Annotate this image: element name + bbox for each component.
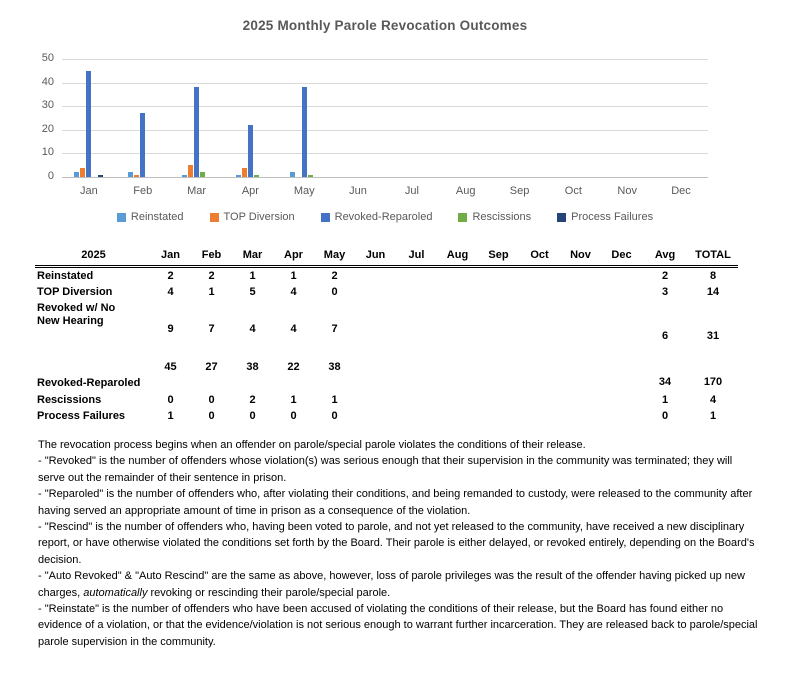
month-value-cell: [519, 408, 560, 424]
bar: [140, 113, 145, 177]
grid-line: [62, 59, 708, 60]
avg-cell: 2: [661, 269, 669, 282]
month-value-cell: [437, 284, 478, 300]
month-value-cell: [601, 300, 642, 358]
year-header: 2025: [35, 246, 150, 267]
month-value-cell: [396, 267, 437, 285]
bar: [248, 125, 253, 177]
table-header-row: [35, 246, 738, 267]
legend-label: Process Failures: [571, 211, 654, 223]
month-value-cell: [478, 284, 519, 300]
month-value-cell: 4: [290, 322, 297, 335]
month-value-cell: 1: [208, 285, 215, 298]
month-value-cell: 4: [249, 322, 256, 335]
month-value-cell: 0: [290, 409, 297, 422]
month-value-cell: [478, 408, 519, 424]
y-tick-label: 10: [41, 146, 54, 159]
table-row: [35, 267, 738, 285]
total-cell: 170: [703, 376, 723, 388]
month-value-cell: [478, 392, 519, 408]
legend-label: Reinstated: [130, 211, 184, 223]
month-value-cell: [437, 358, 478, 392]
total-cell: 31: [706, 329, 720, 342]
month-value-cell: [601, 267, 642, 285]
month-value-cell: [396, 300, 437, 358]
month-value-cell: 0: [208, 393, 215, 406]
month-value-cell: 38: [246, 361, 259, 373]
x-tick-label: Oct: [564, 185, 582, 197]
legend-item: [557, 211, 653, 223]
month-value-cell: 0: [167, 393, 174, 406]
y-tick-label: 0: [47, 170, 54, 182]
month-value-cell: 1: [249, 269, 256, 282]
month-value-cell: 2: [208, 269, 215, 282]
month-value-cell: [478, 358, 519, 392]
table-row: [35, 392, 738, 408]
note-text: - "Rescind" is the number of offenders who, having been voted to parole, and not yet released to the community, have received a new disciplinary report, or have otherwise violated the conditions set forth by the Board. Their parole is either delayed, or revoked entirely, depending on the Board's decision.: [38, 521, 755, 566]
legend-swatch-icon: [557, 213, 566, 222]
table-row: [35, 358, 738, 392]
x-tick-label: Jan: [80, 185, 98, 197]
y-tick-label: 50: [41, 52, 54, 64]
month-value-cell: [560, 300, 601, 358]
month-value-cell: [355, 392, 396, 408]
x-tick-label: Dec: [671, 185, 691, 197]
definitions-notes: [38, 437, 758, 650]
note-text: - "Reparoled" is the number of offenders who, after violating their conditions, and being remanded to custody, were released to the community after having served an appropriate amount of time in prison as a consequence of the violation.: [38, 488, 753, 517]
bar: [182, 175, 187, 177]
y-tick-label: 40: [41, 75, 54, 88]
bar: [74, 172, 79, 177]
month-value-cell: 1: [290, 393, 297, 406]
x-tick-label: Feb: [133, 185, 153, 197]
bar: [236, 175, 241, 177]
grid-line: [62, 106, 708, 107]
month-value-cell: [396, 408, 437, 424]
total-cell: 8: [709, 269, 717, 282]
legend-swatch-icon: [321, 213, 330, 222]
month-value-cell: [601, 358, 642, 392]
x-tick-label: Nov: [617, 185, 637, 197]
x-tick-label: Mar: [187, 185, 207, 197]
month-value-cell: [560, 284, 601, 300]
legend-item: [117, 211, 184, 223]
month-value-cell: 1: [331, 393, 338, 406]
month-value-cell: [355, 408, 396, 424]
month-value-cell: [560, 408, 601, 424]
month-value-cell: 0: [208, 409, 215, 422]
plot-area: [62, 59, 708, 177]
month-value-cell: 0: [331, 285, 338, 298]
note-text: - "Reinstate" is the number of offenders who have been accused of violating the conditions of their release, but the Board has found either no evidence of a violation, or that the evidence/violation is not serious enough to warrant further incarceration. They are released back to parole/special parole supervision in the community.: [38, 603, 758, 648]
note-text: The revocation process begins when an offender on parole/special parole violates the conditions of their release.: [38, 439, 586, 451]
month-value-cell: 7: [208, 322, 215, 335]
month-value-cell: 2: [331, 269, 338, 282]
avg-cell: 3: [661, 285, 669, 298]
total-header: TOTAL: [688, 246, 738, 267]
month-value-cell: 0: [331, 409, 338, 422]
row-label: Process Failures: [37, 409, 126, 422]
legend-swatch-icon: [117, 213, 126, 222]
bar-group: [170, 87, 224, 177]
bar: [302, 87, 307, 177]
total-cell: 14: [706, 285, 720, 298]
x-tick-label: Apr: [241, 185, 259, 197]
month-value-cell: [355, 267, 396, 285]
avg-header: Avg: [642, 246, 688, 267]
y-tick-label: 30: [41, 99, 54, 112]
month-value-cell: 27: [205, 361, 218, 373]
bar: [128, 172, 133, 177]
month-header: May: [314, 246, 355, 267]
grid-line: [62, 177, 708, 178]
month-header: Nov: [560, 246, 601, 267]
month-value-cell: 38: [328, 361, 341, 373]
bar: [200, 172, 205, 177]
total-cell: 1: [709, 409, 717, 422]
x-axis: [62, 185, 708, 197]
month-header: Mar: [232, 246, 273, 267]
note-text: revoking or rescinding their parole/special parole.: [147, 586, 391, 599]
bar: [194, 87, 199, 177]
bar-group: [116, 113, 170, 177]
avg-cell: 1: [661, 393, 669, 406]
revocation-bar-chart: [0, 0, 790, 240]
x-tick-label: Aug: [455, 185, 476, 197]
month-value-cell: [519, 392, 560, 408]
month-value-cell: [519, 358, 560, 392]
x-tick-label: Sep: [509, 185, 530, 197]
note-paragraph: [38, 519, 758, 568]
month-value-cell: [437, 300, 478, 358]
avg-cell: 6: [661, 329, 669, 342]
note-paragraph: [38, 486, 758, 519]
month-value-cell: [396, 284, 437, 300]
note-paragraph: [38, 437, 758, 453]
month-value-cell: [601, 408, 642, 424]
month-value-cell: 5: [249, 285, 256, 298]
month-value-cell: 45: [164, 361, 177, 373]
x-tick-label: May: [293, 185, 315, 197]
month-value-cell: [560, 267, 601, 285]
row-label: Revoked w/ No New Hearing: [37, 302, 116, 327]
table-row: [35, 284, 738, 300]
month-value-cell: 1: [167, 409, 174, 422]
month-value-cell: [437, 392, 478, 408]
bar: [98, 175, 103, 177]
x-tick-label: Jun: [349, 185, 367, 197]
month-value-cell: [519, 300, 560, 358]
legend-item: [210, 211, 295, 223]
legend-label: TOP Diversion: [223, 211, 295, 223]
row-label: Revoked-Reparoled: [37, 377, 141, 389]
month-value-cell: [355, 300, 396, 358]
month-value-cell: 2: [249, 393, 256, 406]
month-value-cell: [601, 284, 642, 300]
bar: [80, 168, 85, 177]
month-value-cell: 4: [290, 285, 297, 298]
bar-group: [224, 125, 278, 177]
month-value-cell: [437, 267, 478, 285]
avg-cell: 0: [661, 409, 669, 422]
avg-cell: 34: [658, 376, 672, 388]
x-tick-label: Jul: [404, 185, 419, 197]
monthly-outcomes-table: [35, 246, 738, 424]
month-value-cell: [396, 392, 437, 408]
month-value-cell: 1: [290, 269, 297, 282]
month-value-cell: [355, 284, 396, 300]
bar: [134, 175, 139, 177]
month-header: Dec: [601, 246, 642, 267]
bar: [254, 175, 259, 177]
bar: [242, 168, 247, 177]
month-header: Oct: [519, 246, 560, 267]
month-header: Jun: [355, 246, 396, 267]
note-paragraph: [38, 568, 758, 601]
bar-group: [62, 71, 116, 177]
bar-group: [277, 87, 331, 177]
row-label: Reinstated: [37, 269, 94, 282]
note-paragraph: [38, 601, 758, 650]
legend-swatch-icon: [210, 213, 219, 222]
month-header: Jan: [150, 246, 191, 267]
y-tick-label: 20: [41, 122, 54, 135]
month-header: Feb: [191, 246, 232, 267]
note-text: - "Auto Revoked" & "Auto Rescind" are the same as above, however, loss of parole privileges was the result of the offender having picked up new charges,: [38, 570, 745, 599]
month-value-cell: [560, 392, 601, 408]
note-paragraph: [38, 453, 758, 486]
month-value-cell: [396, 358, 437, 392]
month-value-cell: [601, 392, 642, 408]
month-value-cell: [437, 408, 478, 424]
legend-swatch-icon: [458, 213, 467, 222]
grid-line: [62, 83, 708, 84]
note-text: - "Revoked" is the number of offenders whose violation(s) was serious enough that their supervision in the community was terminated; they will serve out the remainder of their sentence in prison.: [38, 455, 733, 484]
legend-item: [458, 211, 531, 223]
legend-label: Revoked-Reparoled: [334, 211, 433, 223]
month-value-cell: 0: [249, 409, 256, 422]
month-value-cell: [478, 267, 519, 285]
bar: [308, 175, 313, 177]
table-row: [35, 408, 738, 424]
month-value-cell: [519, 284, 560, 300]
row-label: TOP Diversion: [37, 285, 113, 298]
bar: [188, 165, 193, 177]
bar: [290, 172, 295, 177]
month-header: Jul: [396, 246, 437, 267]
month-value-cell: 2: [167, 269, 174, 282]
legend-item: [321, 211, 433, 223]
table-row: [35, 300, 738, 358]
data-table-wrapper: [35, 246, 738, 424]
month-value-cell: 9: [167, 322, 174, 335]
month-value-cell: [560, 358, 601, 392]
month-value-cell: [519, 267, 560, 285]
month-header: Apr: [273, 246, 314, 267]
note-italic-text: automatically: [83, 586, 148, 599]
chart-legend: [62, 211, 708, 223]
month-header: Aug: [437, 246, 478, 267]
month-value-cell: [478, 300, 519, 358]
total-cell: 4: [709, 393, 717, 406]
month-header: Sep: [478, 246, 519, 267]
row-label: Rescissions: [37, 393, 102, 406]
legend-label: Rescissions: [472, 211, 532, 223]
month-value-cell: [355, 358, 396, 392]
chart-title: 2025 Monthly Parole Revocation Outcomes: [242, 18, 528, 33]
month-value-cell: 7: [331, 322, 338, 335]
month-value-cell: 4: [167, 285, 174, 298]
month-value-cell: 22: [287, 361, 300, 373]
bar: [86, 71, 91, 177]
